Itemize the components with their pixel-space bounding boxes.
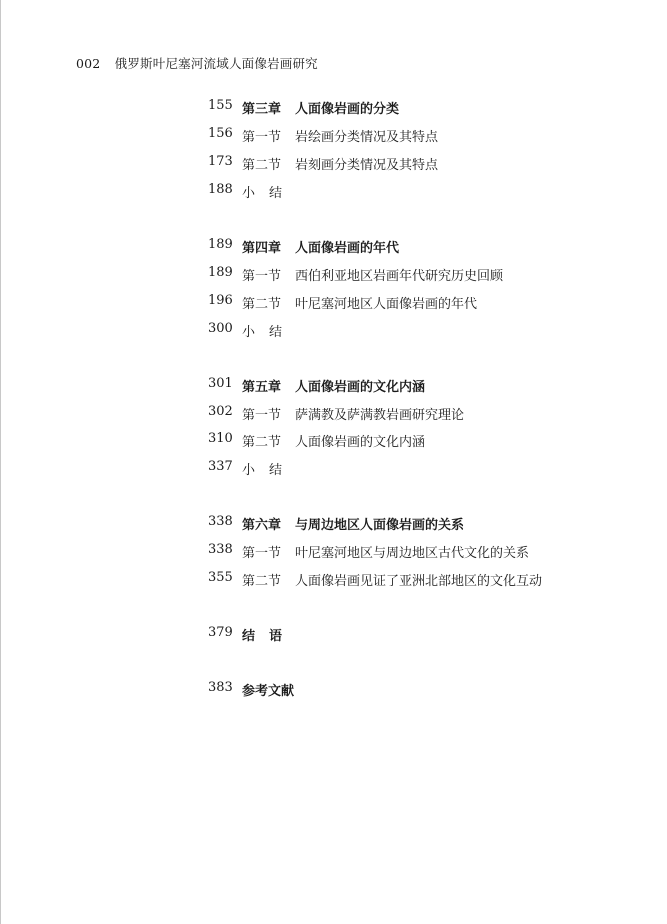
toc-label: 小结 bbox=[242, 186, 297, 201]
toc-summary[interactable] bbox=[0, 321, 667, 341]
toc-label: 结语 bbox=[242, 629, 297, 644]
toc-section[interactable] bbox=[0, 570, 667, 590]
running-head bbox=[76, 54, 318, 72]
toc-label: 第六章 bbox=[242, 518, 282, 533]
toc-page-number: 301 bbox=[208, 376, 233, 391]
toc-label: 第三章 bbox=[242, 102, 282, 117]
toc-label: 第四章 bbox=[242, 241, 282, 256]
toc-section[interactable] bbox=[0, 265, 667, 285]
toc-section[interactable] bbox=[0, 404, 667, 424]
toc-title: 人面像岩画的文化内涵 bbox=[295, 435, 426, 450]
toc-title: 叶尼塞河地区人面像岩画的年代 bbox=[295, 297, 478, 312]
toc-page-number: 302 bbox=[208, 404, 233, 419]
toc-label: 第一节 bbox=[242, 130, 282, 145]
running-head-book-title: 俄罗斯叶尼塞河流域人面像岩画研究 bbox=[114, 56, 318, 71]
toc-label: 第二节 bbox=[242, 574, 282, 589]
toc-title: 西伯利亚地区岩画年代研究历史回顾 bbox=[295, 269, 504, 284]
toc-title: 与周边地区人面像岩画的关系 bbox=[295, 518, 465, 533]
toc-label: 参考文献 bbox=[242, 684, 295, 699]
toc-chapter[interactable] bbox=[0, 514, 667, 534]
toc-conclusion[interactable] bbox=[0, 625, 667, 645]
toc-title: 叶尼塞河地区与周边地区古代文化的关系 bbox=[295, 546, 530, 561]
toc-references[interactable] bbox=[0, 680, 667, 700]
toc-section[interactable] bbox=[0, 126, 667, 146]
toc-title: 岩绘画分类情况及其特点 bbox=[295, 130, 439, 145]
toc-chapter[interactable] bbox=[0, 237, 667, 257]
toc-title: 岩刻画分类情况及其特点 bbox=[295, 158, 439, 173]
toc-title: 人面像岩画的分类 bbox=[295, 102, 400, 117]
toc-chapter[interactable] bbox=[0, 98, 667, 118]
toc-label: 第一节 bbox=[242, 408, 282, 423]
running-head-page-number: 002 bbox=[76, 56, 101, 71]
toc-label: 第二节 bbox=[242, 435, 282, 450]
toc-page-number: 355 bbox=[208, 570, 233, 585]
toc-label: 第五章 bbox=[242, 380, 282, 395]
toc-page-number: 338 bbox=[208, 514, 233, 529]
toc-page-number: 196 bbox=[208, 293, 233, 308]
toc-section[interactable] bbox=[0, 542, 667, 562]
toc-section[interactable] bbox=[0, 431, 667, 451]
toc-title: 萨满教及萨满教岩画研究理论 bbox=[295, 408, 465, 423]
toc-page-number: 337 bbox=[208, 459, 233, 474]
toc-section[interactable] bbox=[0, 154, 667, 174]
toc-summary[interactable] bbox=[0, 459, 667, 479]
toc-label: 小结 bbox=[242, 463, 297, 478]
toc-title: 人面像岩画见证了亚洲北部地区的文化互动 bbox=[295, 574, 543, 589]
toc-page-number: 173 bbox=[208, 154, 233, 169]
toc-title: 人面像岩画的文化内涵 bbox=[295, 380, 426, 395]
toc-page-number: 310 bbox=[208, 431, 233, 446]
toc-page-number: 189 bbox=[208, 265, 233, 280]
toc-summary[interactable] bbox=[0, 182, 667, 202]
toc-title: 人面像岩画的年代 bbox=[295, 241, 400, 256]
toc-page-number: 383 bbox=[208, 680, 233, 695]
toc-page-number: 155 bbox=[208, 98, 233, 113]
toc-page-number: 189 bbox=[208, 237, 233, 252]
toc-page-number: 188 bbox=[208, 182, 233, 197]
toc-section[interactable] bbox=[0, 293, 667, 313]
toc-label: 第一节 bbox=[242, 269, 282, 284]
toc-label: 小结 bbox=[242, 325, 297, 340]
toc-label: 第一节 bbox=[242, 546, 282, 561]
toc-page-number: 338 bbox=[208, 542, 233, 557]
toc-chapter[interactable] bbox=[0, 376, 667, 396]
toc-page-number: 379 bbox=[208, 625, 233, 640]
toc-page-number: 156 bbox=[208, 126, 233, 141]
toc-label: 第二节 bbox=[242, 158, 282, 173]
toc-label: 第二节 bbox=[242, 297, 282, 312]
toc-page-number: 300 bbox=[208, 321, 233, 336]
